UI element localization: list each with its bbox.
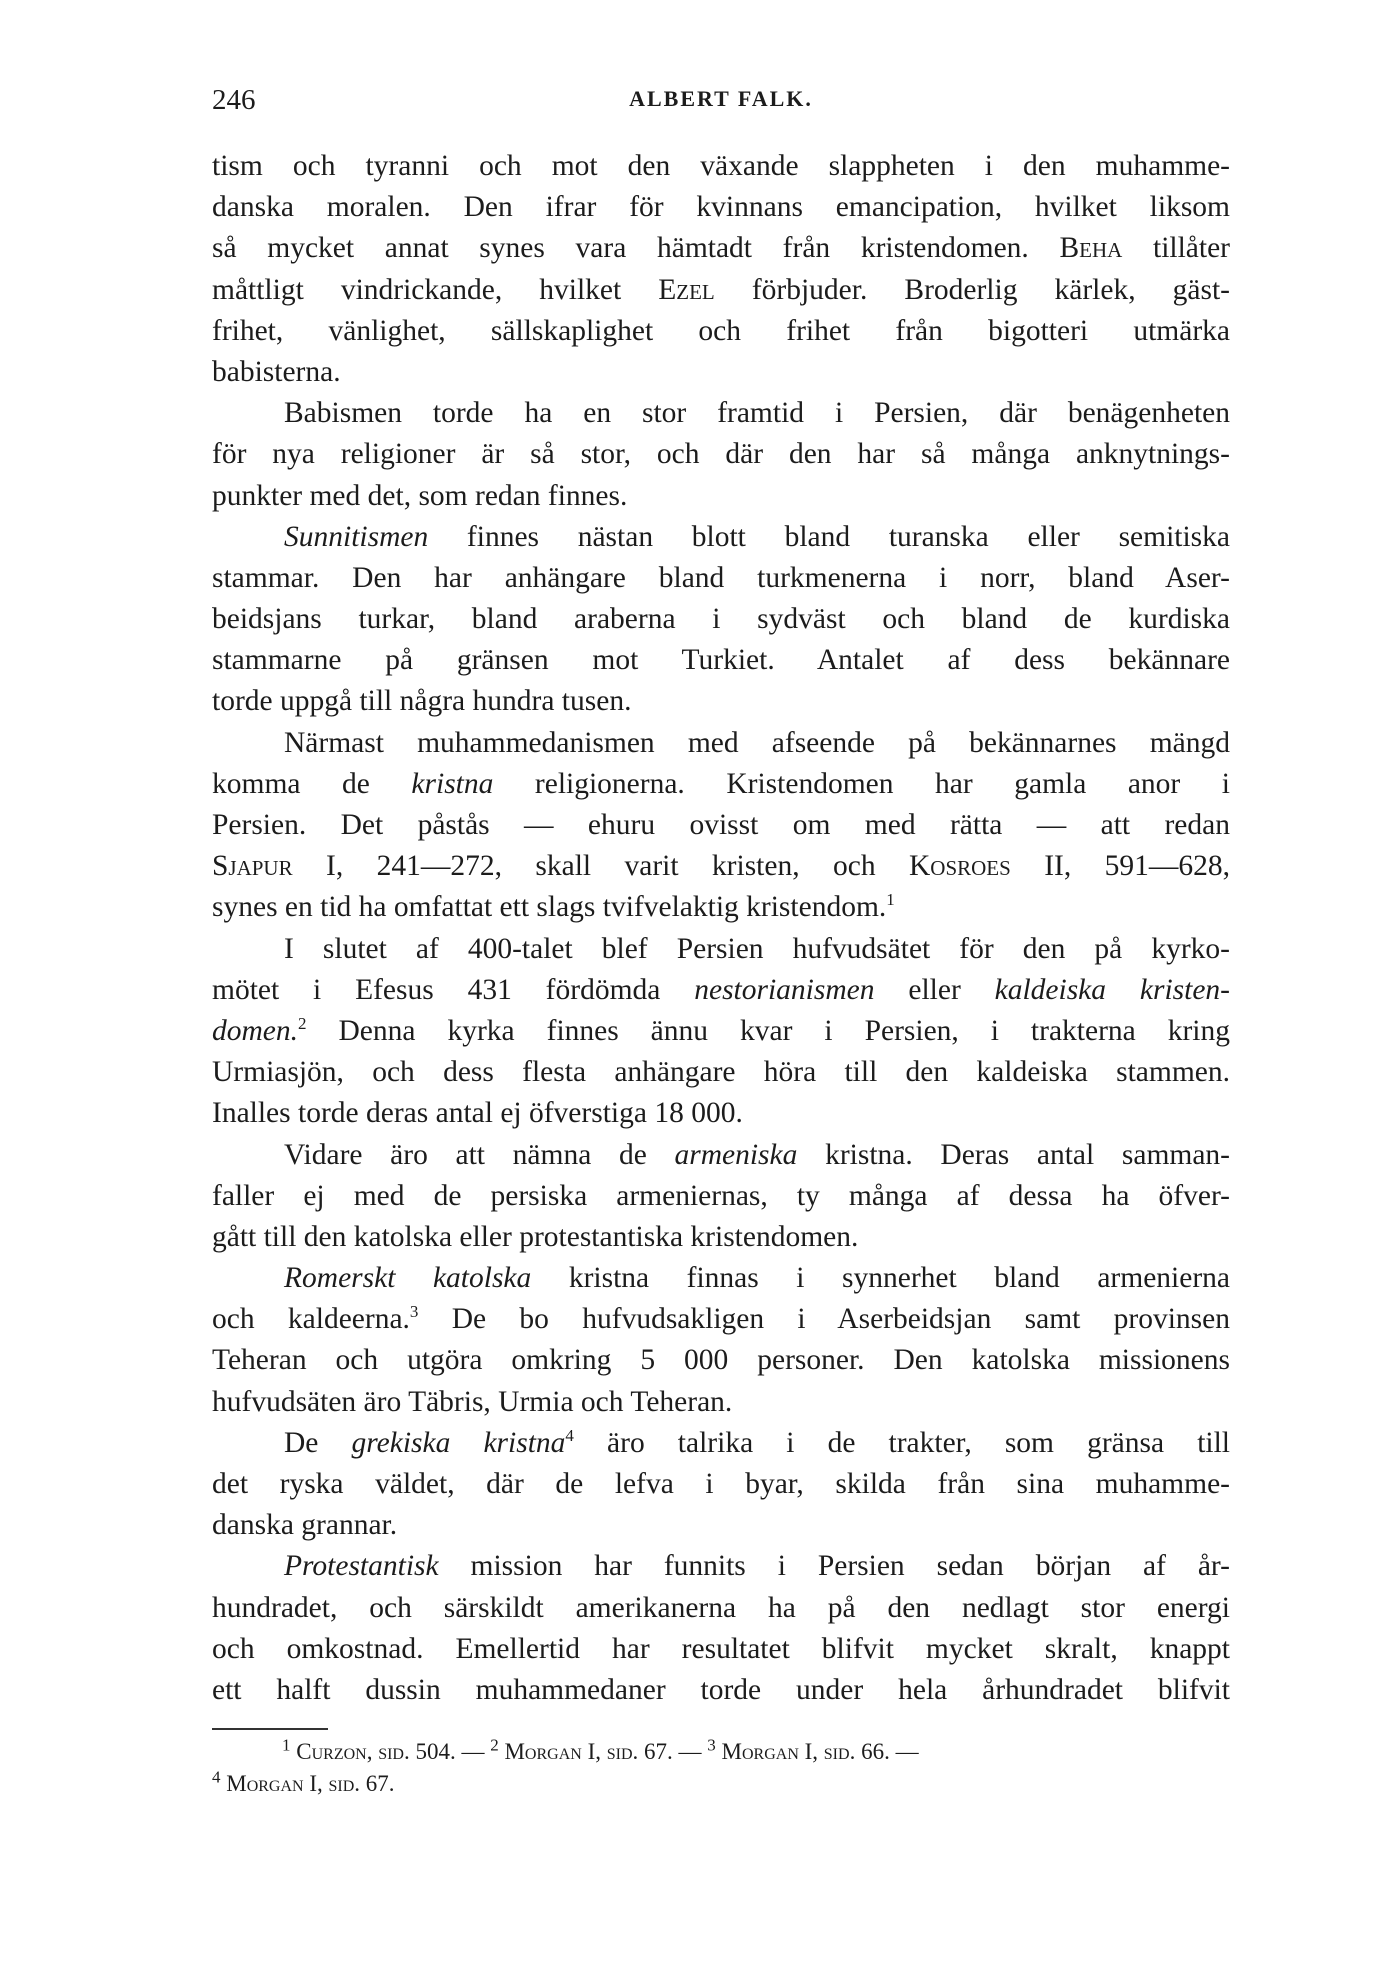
text-line — [212, 764, 1230, 805]
text-line: och omkostnad. Emellertid har resultatet blifvit mycket skralt, knappt — [212, 1632, 1230, 1665]
term-kristna: kristna — [411, 767, 494, 800]
page-number: 246 — [212, 84, 256, 116]
text-fragment: förbjuder. Broderlig kärlek, gäst- — [714, 273, 1230, 306]
term-grekiska-kristna: grekiska kristna — [351, 1426, 566, 1459]
paragraph-start — [212, 1258, 1230, 1299]
text-line: danska moralen. Den ifrar för kvinnans emancipation, hvilket liksom — [212, 191, 1230, 224]
text-line: så mycket annat synes vara hämtadt från kristendomen. Beha tillåter — [212, 232, 1230, 265]
text-line: hundradet, och särskildt amerikanerna ha på den nedlagt stor energi — [212, 1591, 1230, 1624]
text-line: beidsjans turkar, bland araberna i sydväst och bland de kurdiska — [212, 603, 1230, 636]
text-line: punkter med det, som redan finnes. — [212, 479, 628, 512]
text-fragment: De — [284, 1426, 352, 1459]
footnote-number: 2 — [490, 1735, 499, 1755]
text-fragment: II, 591—628, — [1010, 850, 1230, 883]
name-sjapur: Sjapur — [212, 850, 293, 883]
page-header — [212, 84, 1230, 120]
text-line — [212, 970, 1230, 1011]
text-fragment: tillåter — [1122, 232, 1230, 265]
text-line: för nya religioner är så stor, och där den har så många anknytnings- — [212, 438, 1230, 471]
text-fragment: kristna. Deras antal samman- — [797, 1138, 1230, 1171]
paragraph-start — [212, 1546, 1230, 1587]
paragraph-start: I slutet af 400-talet blef Persien hufvudsätet för den på kyrko- — [284, 932, 1230, 965]
footnotes — [212, 1736, 1230, 1800]
footnote-line — [212, 1768, 1230, 1800]
text-fragment: Denna kyrka finnes ännu kvar i Persien, i trakterna kring — [306, 1014, 1230, 1047]
text-line: faller ej med de persiska armeniernas, ty många af dessa ha öfver- — [212, 1179, 1230, 1212]
footnote-text: Curzon, sid. 504. — — [296, 1739, 485, 1764]
text-fragment: måttligt vindrickande, hvilket — [212, 273, 659, 306]
paragraph-start: Närmast muhammedanismen med afseende på bekännarnes mängd — [284, 726, 1230, 759]
text-fragment: synes en tid ha omfattat ett slags tvifvelaktig kristendom. — [212, 891, 887, 924]
term-nestorianismen: nestorianismen — [694, 973, 875, 1006]
body-text — [212, 146, 1230, 1711]
text-line: stammar. Den har anhängare bland turkmenerna i norr, bland Aser- — [212, 561, 1230, 594]
footnote-number: 3 — [707, 1735, 716, 1755]
term-romerskt-katolska: Romerskt katolska — [284, 1262, 532, 1295]
footnote-number: 4 — [212, 1767, 221, 1787]
footnote-text: Morgan I, sid. 67. — — [504, 1739, 702, 1764]
text-fragment: och kaldeerna. — [212, 1303, 410, 1336]
paragraph-start — [212, 517, 1230, 558]
text-fragment: äro talrika i de trakter, som gränsa till — [573, 1426, 1230, 1459]
text-line: stammarne på gränsen mot Turkiet. Antalet af dess bekännare — [212, 644, 1230, 677]
text-fragment: Vidare äro att nämna de — [284, 1138, 675, 1171]
text-line: frihet, vänlighet, sällskaplighet och frihet från bigotteri utmärka — [212, 314, 1230, 347]
text-fragment: finnes nästan blott bland turanska eller semitiska — [428, 520, 1230, 553]
footnote-ref: 4 — [565, 1425, 574, 1445]
text-fragment: kristna finnas i synnerhet bland armenierna — [531, 1262, 1230, 1295]
text-fragment: mission har funnits i Persien sedan början af år- — [438, 1550, 1230, 1583]
text-line: babisterna. — [212, 355, 341, 388]
paragraph-start: Babismen torde ha en stor framtid i Persien, där benägenheten — [284, 397, 1230, 430]
text-fragment: religionerna. Kristendomen har gamla anor i — [493, 767, 1230, 800]
text-fragment: komma de — [212, 767, 412, 800]
term-kaldeiska: kaldeiska kristen- — [994, 973, 1230, 1006]
footnote-text: Morgan I, sid. 67. — [226, 1771, 395, 1796]
text-line — [212, 887, 1230, 928]
name-kosroes: Kosroes — [908, 850, 1011, 883]
term-armeniska: armeniska — [674, 1138, 798, 1171]
text-line: Urmiasjön, och dess flesta anhängare höra till den kaldeiska stammen. — [212, 1056, 1230, 1089]
footnote-rule — [212, 1728, 328, 1730]
footnote-ref: 1 — [886, 890, 895, 910]
text-line: danska grannar. — [212, 1509, 398, 1542]
text-line: ett halft dussin muhammedaner torde under hela århundradet blifvit — [212, 1673, 1230, 1706]
text-fragment: De bo hufvudsakligen i Aserbeidsjan samt provinsen — [418, 1303, 1230, 1336]
name-beha: Beha — [1059, 232, 1123, 265]
term-protestantisk: Protestantisk — [284, 1550, 439, 1583]
paragraph-start — [212, 1135, 1230, 1176]
text-fragment: eller — [874, 973, 995, 1006]
text-line — [212, 846, 1230, 887]
running-head: ALBERT FALK. — [629, 86, 813, 111]
text-fragment: mötet i Efesus 431 fördömda — [212, 973, 695, 1006]
text-line: torde uppgå till några hundra tusen. — [212, 685, 632, 718]
text-fragment: I, 241—272, skall varit kristen, och — [292, 850, 909, 883]
footnote-ref: 3 — [409, 1302, 419, 1322]
text-line: gått till den katolska eller protestantiska kristendomen. — [212, 1220, 859, 1253]
footnote-line — [212, 1736, 1230, 1768]
text-line — [212, 1299, 1230, 1340]
term-domen: domen. — [212, 1014, 299, 1047]
text-line: det ryska väldet, där de lefva i byar, skilda från sina muhamme- — [212, 1468, 1230, 1500]
term-sunnitismen: Sunnitismen — [284, 520, 429, 553]
text-line — [212, 1011, 1230, 1052]
text-line: Persien. Det påstås — ehuru ovisst om med rätta — att redan — [212, 809, 1230, 841]
footnote-ref: 2 — [298, 1014, 307, 1034]
text-line — [212, 270, 1230, 311]
footnote-text: Morgan I, sid. 66. — — [721, 1739, 919, 1764]
paragraph-start — [212, 1423, 1230, 1464]
text-line: tism och tyranni och mot den växande slappheten i den muhamme- — [212, 150, 1230, 182]
text-line: Inalles torde deras antal ej öfverstiga 18 000. — [212, 1097, 743, 1130]
footnote-number: 1 — [282, 1735, 291, 1755]
text-line: hufvudsäten äro Täbris, Urmia och Teheran. — [212, 1385, 733, 1418]
text-line: Teheran och utgöra omkring 5 000 personer. Den katolska missionens — [212, 1344, 1230, 1377]
name-ezel: Ezel — [658, 273, 715, 306]
